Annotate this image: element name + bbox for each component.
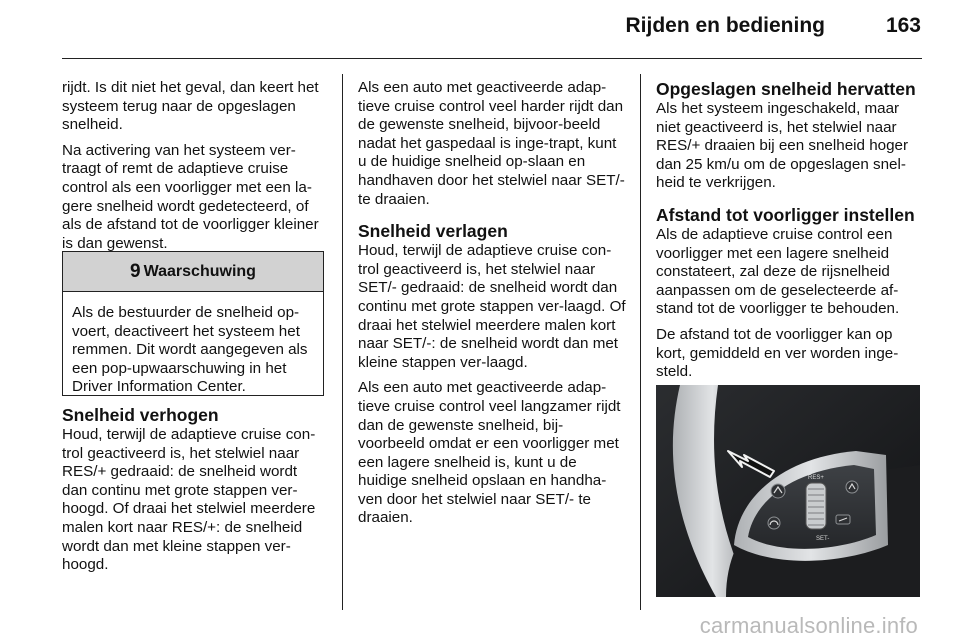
col1-paragraph-1: rijdt. Is dit niet het geval, dan keert het systeem terug naar de opgeslagen snelheid. [62, 79, 319, 134]
set-label: SET- [816, 536, 830, 542]
heading-opgeslagen-snelheid-hervatten: Opgeslagen snelheid hervatten [656, 79, 916, 99]
col3-paragraph-2: Als de adaptieve cruise control een voorligger met een lagere snelheid constateert, zal deze de rijsnelheid aanpassen om de geselecteerde af-stand tot de voorligger te behouden. [656, 225, 900, 318]
cancel-button-icon [768, 517, 780, 529]
header-rule [62, 58, 922, 59]
watermark: carmanualsonline.info [699, 613, 918, 638]
col1-paragraph-3: Houd, terwijl de adaptieve cruise con-trol geactiveerd is, het stelwiel naar RES/+ gedraaid: de snelheid wordt dan continu met grote stappen ver-hoogd. Of draai het stelwiel meerdere malen kort naar RES/+: de snelheid wordt dan met kleine stappen ver-hoogd. [62, 426, 316, 574]
col1-paragraph-2: Na activering van het systeem ver-traagt of remt de adaptieve cruise control als een voorligger met een la-gere snelheid wordt gedetecteerd, of als de afstand tot de voorligger kleiner is dan gewenst. [62, 141, 319, 252]
column-divider-2 [640, 74, 641, 610]
heading-snelheid-verlagen: Snelheid verlagen [358, 221, 508, 242]
warning-text: Als de bestuurder de snelheid op-voert, deactiveert het systeem het remmen. Dit wordt aangegeven als een pop-upwaarschuwing in het Driver Information Center. [72, 304, 308, 396]
column-2 [358, 79, 626, 535]
column-3 [656, 79, 924, 389]
limiter-button-icon [846, 481, 858, 493]
steering-wheel-image [656, 385, 920, 597]
warning-box [62, 251, 324, 396]
heading-afstand-tot-voorligger: Afstand tot voorligger instellen [656, 204, 915, 225]
res-label: RES+ [808, 475, 824, 481]
warning-header [63, 252, 323, 292]
column-divider-1 [342, 74, 343, 610]
col3-paragraph-3: De afstand tot de voorligger kan op kort, gemiddeld en ver worden inge-steld. [656, 325, 899, 381]
running-header-title: Rijden en bediening [625, 14, 825, 37]
warning-icon: 9 [130, 260, 141, 282]
column-1 [62, 79, 325, 260]
col2-paragraph-3: Als een auto met geactiveerde adap-tieve cruise control veel langzamer rijdt dan de gewenste snelheid, bij-voorbeeld omdat er een voorligger met een lagere snelheid is, kunt u de huidige snelheid opslaan en handha-ven door het stelwiel naar SET/- te draaien. [358, 379, 621, 527]
page-number: 163 [885, 14, 921, 37]
col3-paragraph-1: Als het systeem ingeschakeld, maar niet geactiveerd is, het stelwiel naar RES/+ draaien bij een snelheid hoger dan 25 km/u om de opgeslagen snel-heid te verkrijgen. [656, 100, 909, 192]
thumbwheel [806, 483, 826, 529]
column-1-lower [62, 405, 325, 582]
warning-title: Waarschuwing [143, 262, 256, 280]
heading-snelheid-verhogen: Snelheid verhogen [62, 405, 219, 425]
col2-paragraph-2: Houd, terwijl de adaptieve cruise con-trol geactiveerd is, het stelwiel naar SET/- gedraaid: de snelheid wordt dan continu met grote stappen ver-laagd. Of draai het stelwiel meerdere malen kort naar SET/-: de snelheid wordt dan met kleine stappen ver-laagd. [358, 242, 626, 371]
col2-paragraph-1: Als een auto met geactiveerde adap-tieve cruise control veel harder rijdt dan de gewenste snelheid, bijvoor-beeld nadat het gaspedaal is inge-trapt, kunt u de huidige snelheid op-slaan en handhaven door het stelwiel naar SET/- te draaien. [358, 79, 625, 208]
